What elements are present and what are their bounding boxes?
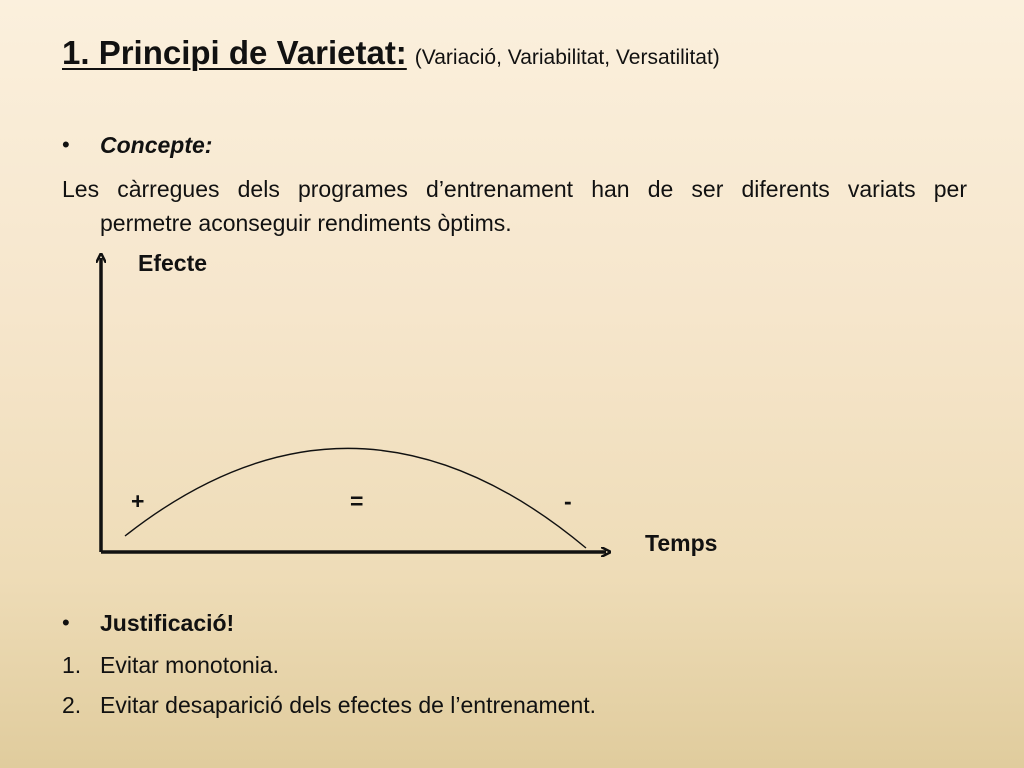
list-item — [62, 652, 279, 679]
concept-text-line-2: permetre aconseguir rendiments òptims. — [100, 210, 512, 236]
list-item-number: 1. — [62, 652, 82, 678]
list-item — [62, 692, 596, 719]
y-axis-label: Efecte — [138, 250, 208, 276]
list-item-text: Evitar desaparició dels efectes de l’entrenament. — [100, 692, 597, 718]
title-main: 1. Principi de Varietat: — [62, 34, 407, 71]
bullet-justification: • — [62, 610, 70, 635]
justification-label: Justificació! — [100, 610, 235, 636]
marker-plus: + — [131, 488, 145, 514]
marker-minus: - — [564, 488, 572, 514]
marker-equal: = — [350, 488, 364, 514]
bullet-concept: • — [62, 132, 70, 157]
title-subtitle: (Variació, Variabilitat, Versatilitat) — [414, 46, 720, 69]
list-item-text: Evitar monotonia. — [100, 652, 279, 678]
list-item-number: 2. — [62, 692, 82, 718]
concept-text-line-1: Les càrregues dels programes d’entrenament han de ser diferents variats per — [62, 176, 967, 202]
x-axis-label: Temps — [645, 530, 718, 556]
concept-label: Concepte: — [100, 132, 213, 158]
